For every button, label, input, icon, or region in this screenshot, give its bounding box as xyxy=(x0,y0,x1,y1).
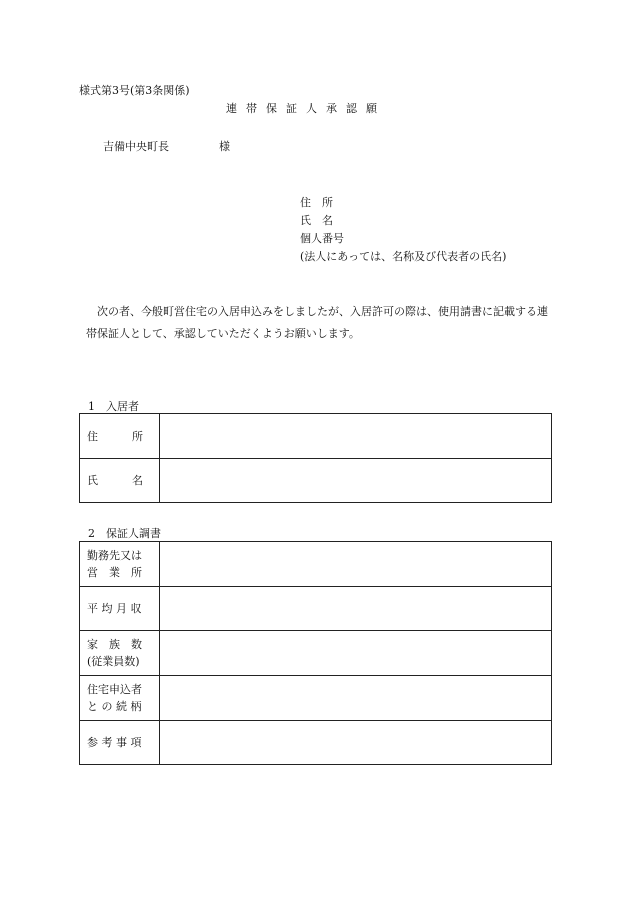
applicant-address-label: 住 所 xyxy=(300,196,333,209)
applicant-individual-number-label: 個人番号 xyxy=(300,232,344,245)
family-count-cell[interactable] xyxy=(160,631,552,676)
relationship-cell[interactable] xyxy=(160,676,552,721)
resident-name-cell[interactable] xyxy=(160,459,552,503)
resident-table xyxy=(79,413,552,503)
form-number: 様式第3号(第3条関係) xyxy=(79,84,190,97)
table-row xyxy=(80,631,552,676)
table-row xyxy=(80,542,552,587)
request-text xyxy=(86,301,556,345)
addressee: 吉備中央町長 xyxy=(103,140,169,153)
section1-heading: 1 入居者 xyxy=(88,400,139,413)
relationship-label: 住宅申込者 と の 続 柄 xyxy=(80,676,160,721)
section2-heading: 2 保証人調書 xyxy=(88,527,161,540)
resident-address-label: 住 所 xyxy=(80,414,160,459)
applicant-corporate-note: (法人にあっては、名称及び代表者の氏名) xyxy=(300,250,507,263)
table-row xyxy=(80,459,552,503)
resident-address-cell[interactable] xyxy=(160,414,552,459)
workplace-label: 勤務先又は 営 業 所 xyxy=(80,542,160,587)
document-title: 連帯保証人承認願 xyxy=(226,102,386,115)
guarantor-table xyxy=(79,541,552,765)
family-count-label: 家 族 数 (従業員数) xyxy=(80,631,160,676)
table-row xyxy=(80,721,552,765)
request-paragraph: 次の者、今般町営住宅の入居申込みをしましたが、入居許可の際は、使用請書に記載する連帯保証人として、承認していただくようお願いします。 xyxy=(86,305,548,340)
table-row xyxy=(80,676,552,721)
remarks-cell[interactable] xyxy=(160,721,552,765)
remarks-label: 参 考 事 項 xyxy=(80,721,160,765)
applicant-name-label: 氏 名 xyxy=(300,214,333,227)
applicant-block xyxy=(300,194,506,266)
monthly-income-label: 平 均 月 収 xyxy=(80,587,160,631)
honorific: 様 xyxy=(219,140,230,153)
table-row xyxy=(80,587,552,631)
table-row xyxy=(80,414,552,459)
monthly-income-cell[interactable] xyxy=(160,587,552,631)
workplace-cell[interactable] xyxy=(160,542,552,587)
resident-name-label: 氏 名 xyxy=(80,459,160,503)
